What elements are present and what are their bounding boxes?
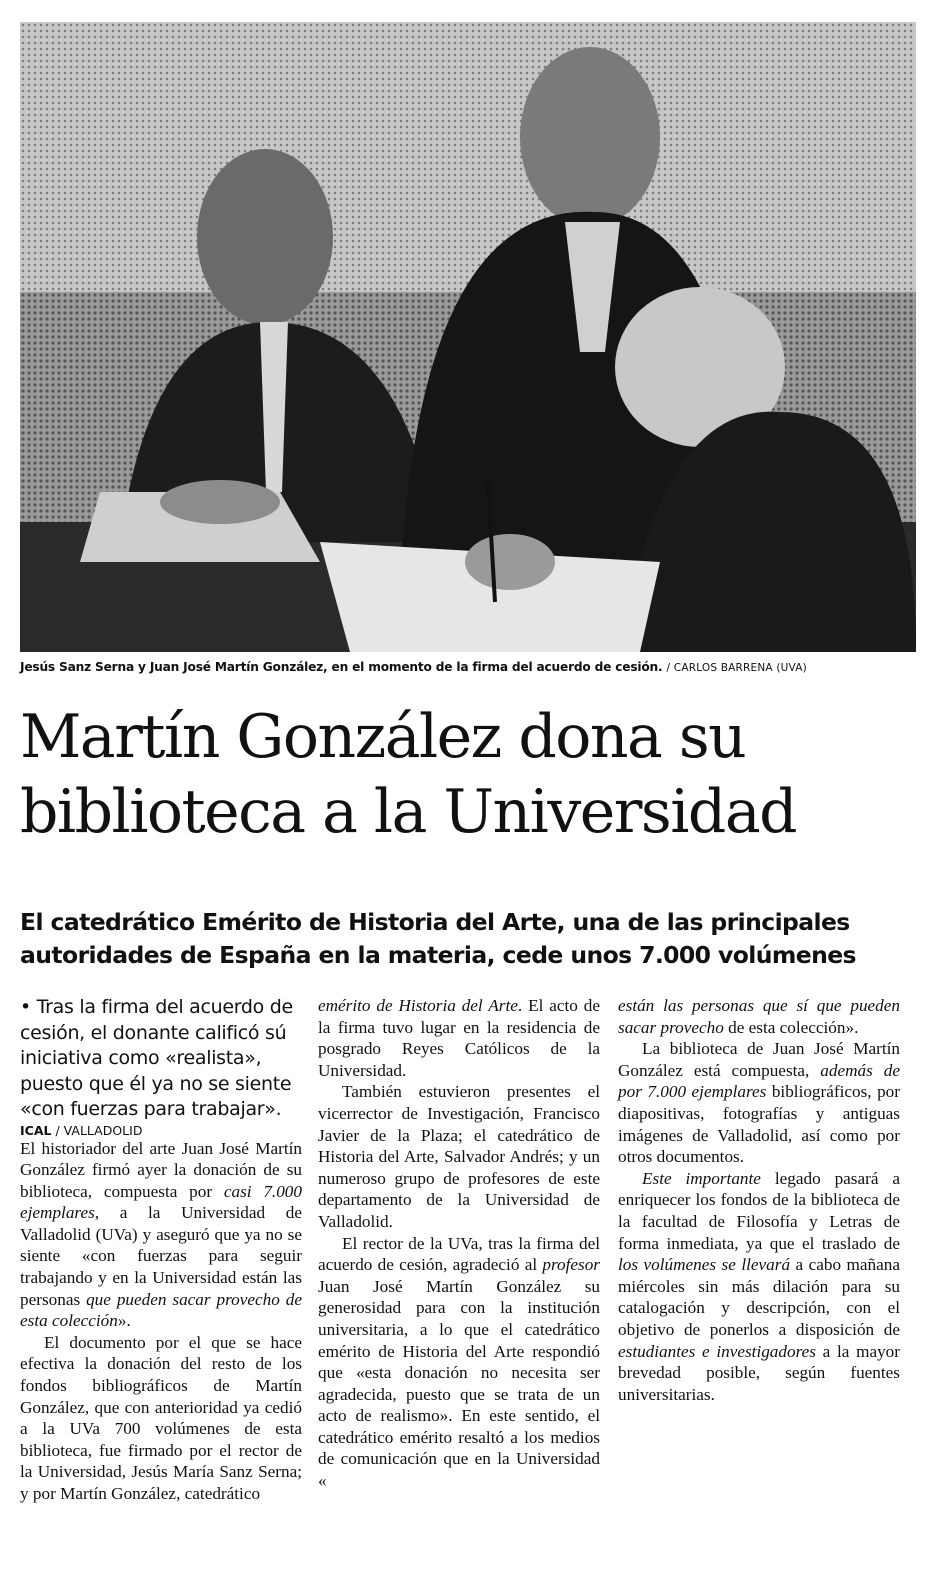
- subhead-line-1: El catedrático Emérito de Historia del Arte, una de las principales: [20, 908, 850, 936]
- caption-text: Jesús Sanz Serna y Juan José Martín González, en el momento de la firma del acuerdo de cesión.: [20, 660, 663, 674]
- body-paragraph-2-end: [318, 995, 600, 1081]
- body-text: El rector de la UVa, tras la firma del acuerdo de cesión, agradeció al: [318, 1233, 600, 1275]
- body-emphasis: que pueden sacar provecho de esta colección: [20, 1289, 302, 1331]
- body-paragraph-3: También estuvieron presentes el vicerrector de Investigación, Francisco Javier de la Plaza; el catedrático de Historia del Arte, Salvador Andrés; y un numeroso grupo de profesores de este departamento de la Universidad de Valladolid.: [318, 1082, 600, 1231]
- body-emphasis: Este importante: [642, 1168, 761, 1188]
- article-column-1: [20, 995, 302, 1505]
- article-column-3: [618, 995, 900, 1405]
- byline-place: / VALLADOLID: [55, 1122, 143, 1138]
- article-column-2: [318, 995, 600, 1492]
- body-emphasis: profesor: [542, 1255, 600, 1275]
- body-text: ».: [117, 1311, 131, 1331]
- body-paragraph-6: [618, 1168, 900, 1406]
- body-text: legado pasará a enriquecer los fondos de la biblioteca de la facultad de Filosofía y Letras de forma inmediata, ya que el traslado de: [618, 1168, 900, 1253]
- subhead-line-2: autoridades de España en la materia, cede unos 7.000 volúmenes: [20, 941, 856, 969]
- body-paragraph-5: [618, 1038, 900, 1168]
- body-emphasis: los volúmenes se llevará: [618, 1255, 791, 1275]
- body-emphasis: además de por 7.000 ejemplares: [618, 1060, 900, 1102]
- body-text: a la mayor brevedad posible, según fuentes universitarias.: [618, 1341, 900, 1404]
- body-emphasis: emérito de Historia del Arte: [318, 996, 518, 1015]
- body-paragraph-4-end: [618, 995, 900, 1038]
- body-text: Juan José Martín González su generosidad para con la institución universitaria, a lo que el catedrático emérito de Historia del Arte respondió que «esta donación no necesita ser agradecida, puesto que se trata de un acto de realismo». En este sentido, el catedrático emérito resaltó a los medios de comunicación que en la Universidad «: [318, 1276, 600, 1491]
- body-text: La biblioteca de Juan José Martín González está compuesta,: [618, 1039, 900, 1080]
- photo-signing-ceremony: [20, 22, 916, 652]
- body-text: , a la Universidad de Valladolid (UVa) y aseguró que ya no se siente «con fuerzas para seguir trabajando y en la Universidad están las personas: [20, 1203, 302, 1309]
- photo-credit: / CARLOS BARRENA (UVA): [666, 662, 807, 674]
- body-paragraph-1: [20, 1138, 302, 1332]
- body-text: de esta colección».: [723, 1017, 859, 1037]
- news-photo: [20, 22, 916, 652]
- lead-summary: • Tras la firma del acuerdo de cesión, el donante calificó sú iniciativa como «realista», puesto que él ya no se siente «con fuerzas para trabajar».: [20, 996, 293, 1120]
- headline-line-2: biblioteca a la Universidad: [20, 777, 797, 847]
- body-emphasis: estudiantes e investigadores: [618, 1341, 816, 1361]
- headline-line-1: Martín González dona su: [20, 702, 746, 772]
- body-text: bibliográficos, por diapositivas, fotografías y antiguas imágenes de Valladolid, así como por otros documentos.: [618, 1082, 900, 1167]
- byline: [20, 1123, 302, 1138]
- body-text: El historiador del arte Juan José Martín González firmó ayer la donación de su biblioteca, compuesta por: [20, 1138, 302, 1201]
- photo-caption: [20, 660, 916, 674]
- body-emphasis: están las personas que sí que pueden sacar provecho: [618, 996, 900, 1037]
- headline: [20, 700, 920, 850]
- byline-agency: ICAL: [20, 1122, 52, 1138]
- body-text: . El acto de la firma tuvo lugar en la residencia de posgrado Reyes Católicos de la Universidad.: [318, 996, 600, 1080]
- body-emphasis: casi 7.000 ejemplares: [20, 1181, 302, 1223]
- subheadline: [20, 906, 920, 972]
- body-text: a cabo mañana miércoles sin más dilación para su catalogación y descripción, con el objetivo de ponerlos a disposición de: [618, 1255, 900, 1339]
- body-paragraph-4-start: [318, 1233, 600, 1492]
- body-paragraph-2-start: El documento por el que se hace efectiva la donación del resto de los fondos bibliográficos de Martín González, que con anterioridad ya cedió a la UVa 700 volúmenes de esta biblioteca, fue firmado por el rector de la Universidad, Jesús María Sanz Serna; y por Martín González, catedrático: [20, 1332, 302, 1503]
